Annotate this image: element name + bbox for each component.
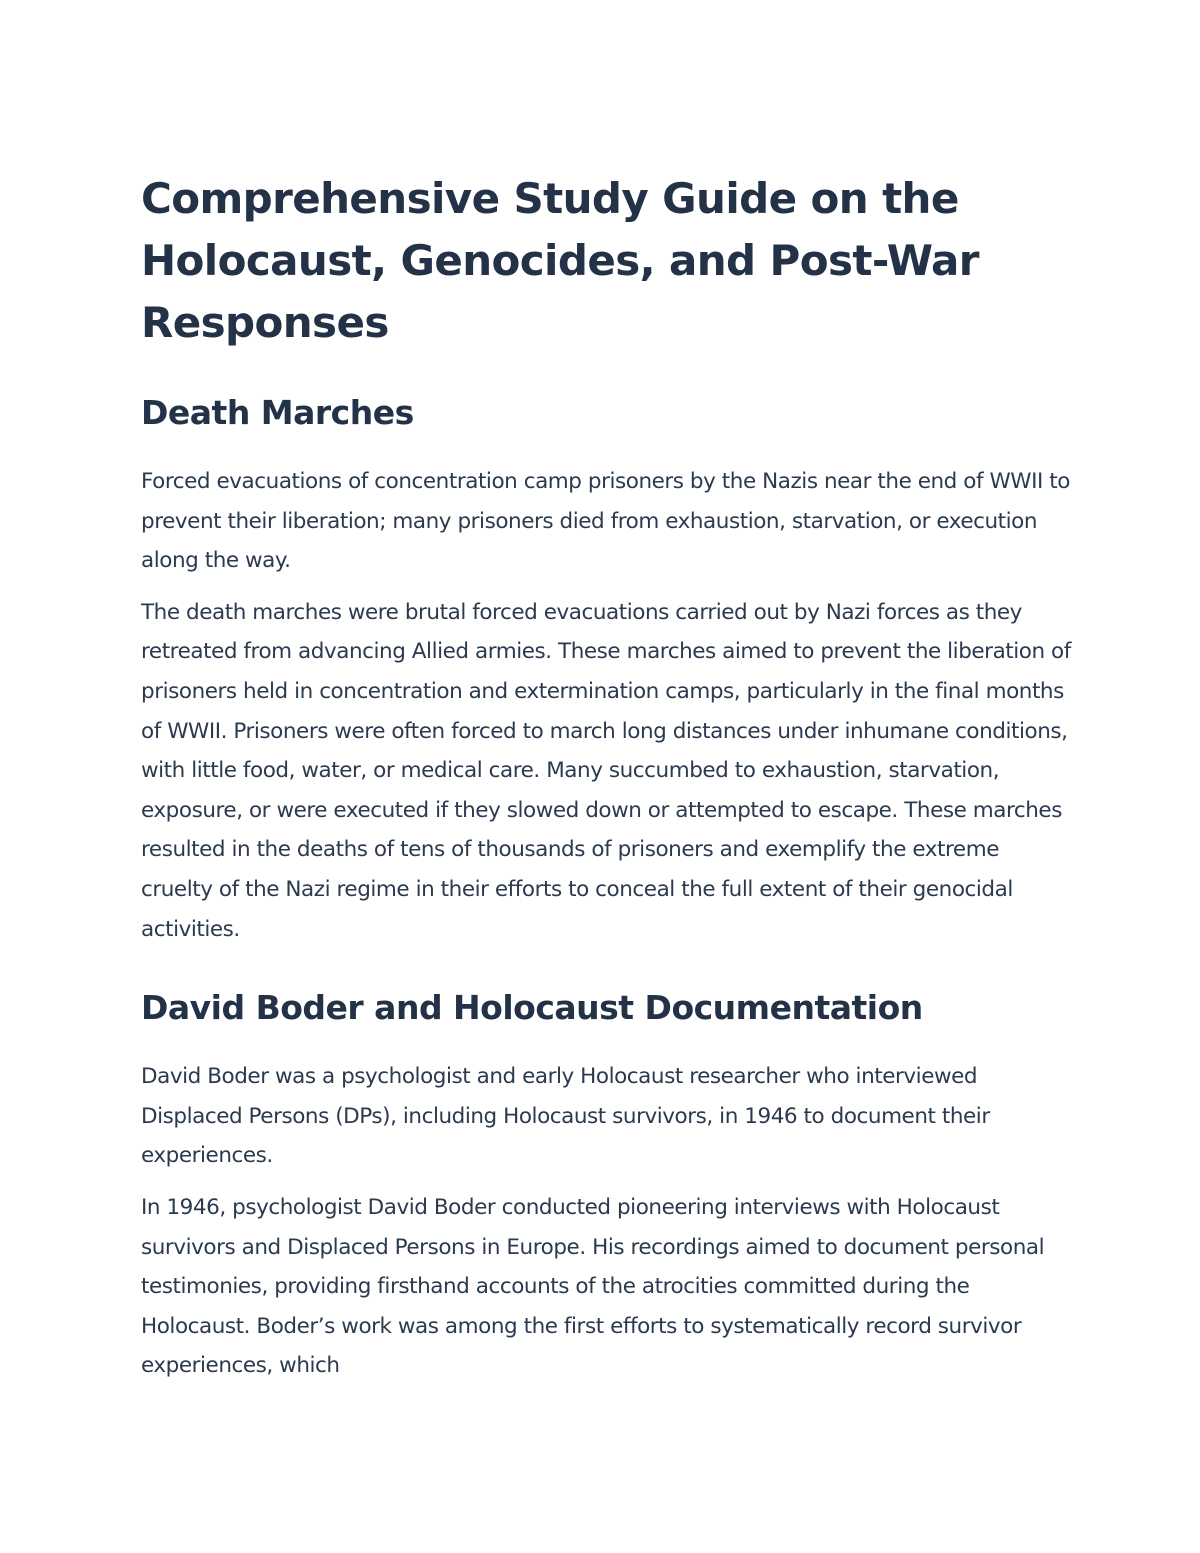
david-boder-detail: In 1946, psychologist David Boder conducted pioneering interviews with Holocaust survivors and Displaced Persons in Europe. His recordings aimed to document personal testimonies, providing firsthand accounts of the atrocities committed during the Holocaust. Boder’s work was among the first efforts to systematically record survivor experiences, which bbox=[141, 1194, 1045, 1379]
document-page bbox=[141, 168, 1071, 1386]
section-heading-david-boder: David Boder and Holocaust Documentation bbox=[141, 988, 923, 1028]
death-marches-detail: The death marches were brutal forced evacuations carried out by Nazi forces as they retreated from advancing Allied armies. These marches aimed to prevent the liberation of prisoners held in concentration and extermination camps, particularly in the final months of WWII. Prisoners were often forced to march long distances under inhumane conditions, with little food, water, or medical care. Many succumbed to exhaustion, starvation, exposure, or were executed if they slowed down or attempted to escape. These marches resulted in the deaths of tens of thousands of prisoners and exemplify the extreme cruelty of the Nazi regime in their efforts to conceal the full extent of their genocidal activities. bbox=[141, 599, 1071, 942]
david-boder-definition: David Boder was a psychologist and early Holocaust researcher who interviewed Displaced Persons (DPs), including Holocaust survivors, in 1946 to document their experiences. bbox=[141, 1064, 990, 1169]
death-marches-definition: Forced evacuations of concentration camp prisoners by the Nazis near the end of WWII to prevent their liberation; many prisoners died from exhaustion, starvation, or execution along the way. bbox=[141, 469, 1070, 574]
section-heading-death-marches: Death Marches bbox=[141, 393, 414, 432]
document-title: Comprehensive Study Guide on the Holocaust, Genocides, and Post-War Responses bbox=[141, 174, 979, 347]
